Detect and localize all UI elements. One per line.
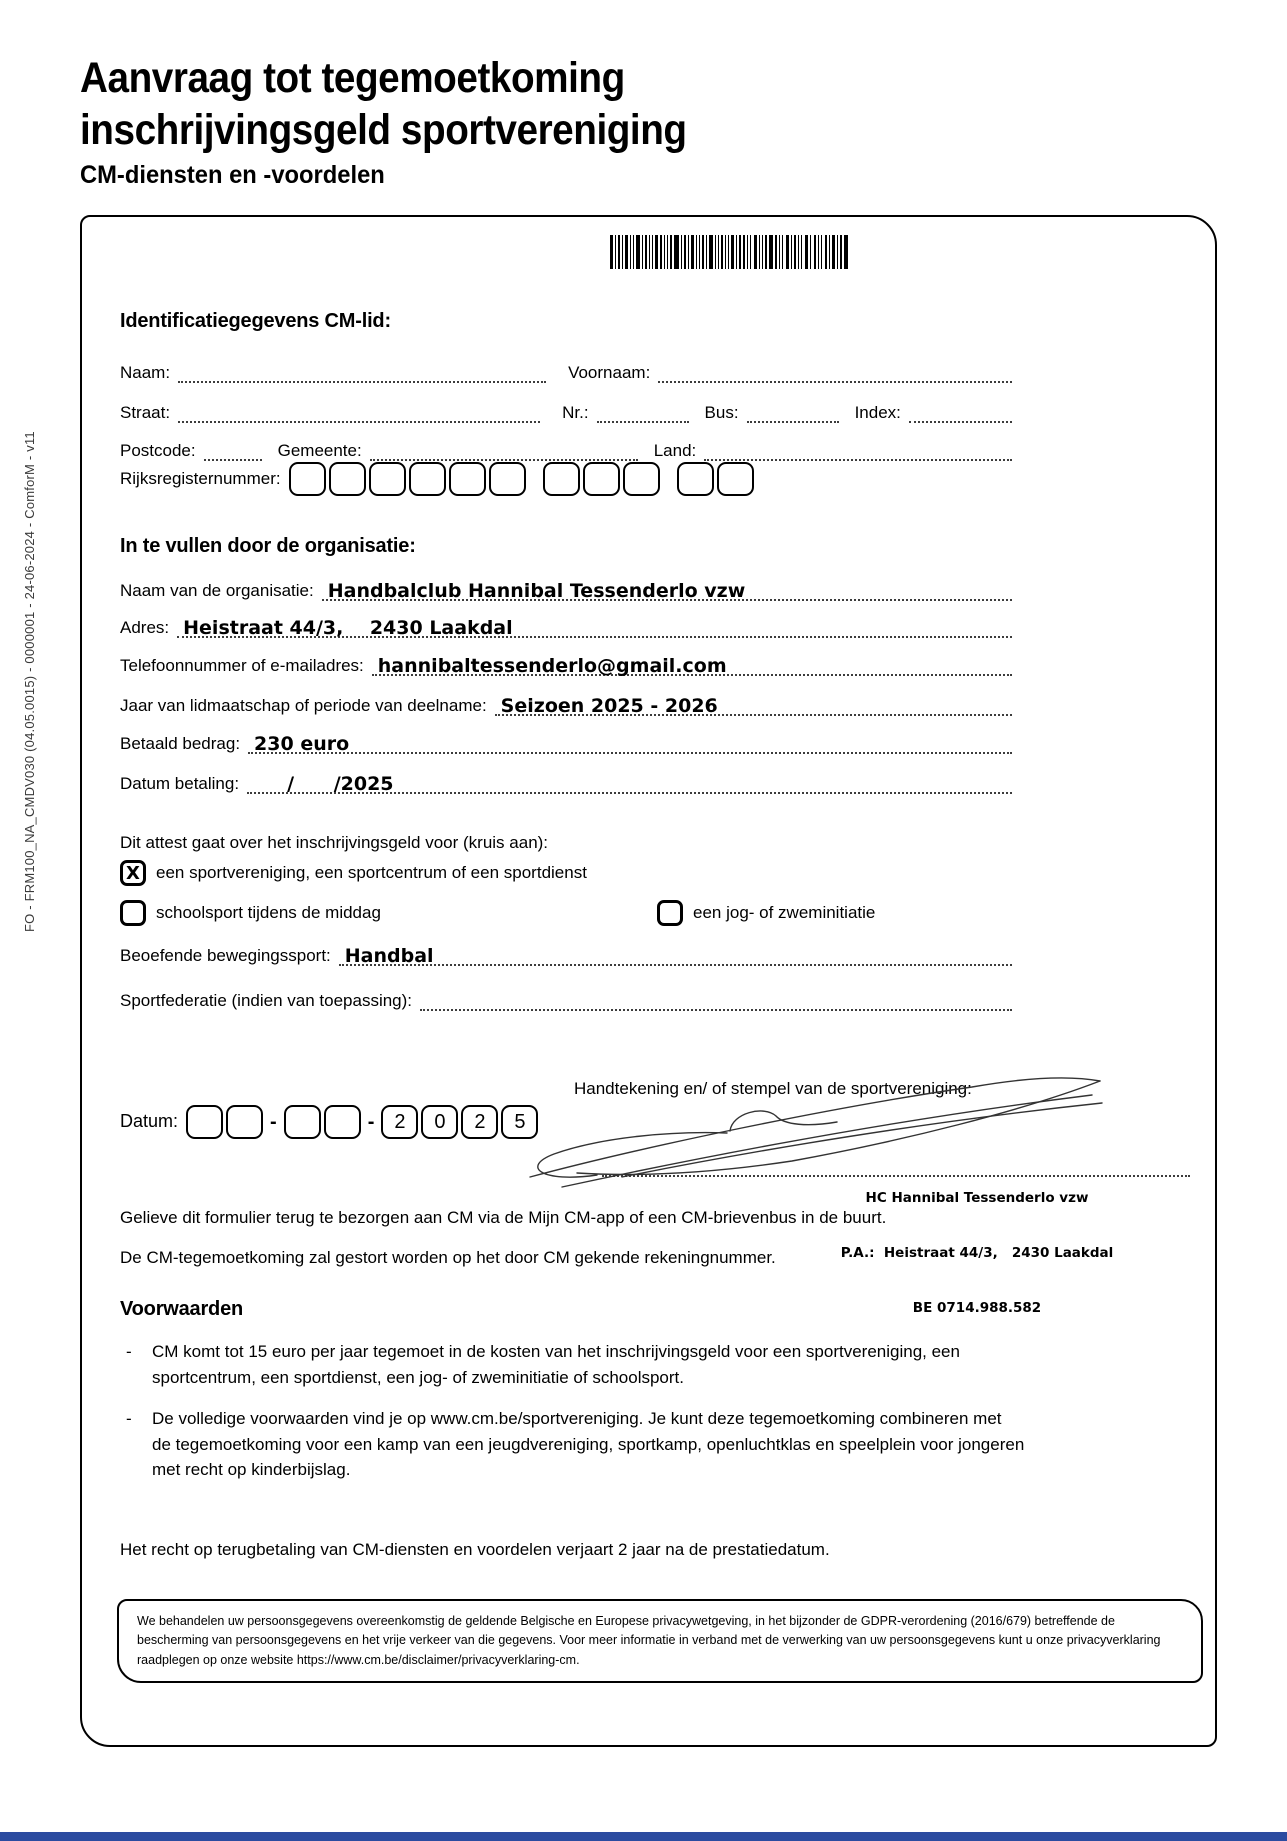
bus-field: [747, 400, 839, 423]
straat-label: Straat:: [120, 402, 171, 422]
membership-year-field: [495, 693, 1012, 716]
row-payment-date: [120, 771, 1012, 794]
row-straat: [120, 400, 1012, 423]
gemeente-field: [370, 438, 638, 461]
organisation-contact-value: hannibaltessenderlo@gmail.com: [377, 655, 727, 677]
date-month-cell: [324, 1105, 361, 1139]
date-year-cell: 2: [381, 1105, 418, 1139]
date-cells: [186, 1105, 541, 1139]
payment-note: De CM-tegemoetkoming zal gestort worden op het door CM gekende rekeningnummer.: [120, 1248, 776, 1267]
row-date: [120, 1105, 541, 1139]
attest-option-joginitiatie: [657, 900, 875, 926]
federation-field: [420, 988, 1012, 1011]
organisation-address-label: Adres:: [120, 617, 170, 637]
form-version-code: FO - FRM100_NA_CMDV030 (04.05.0015) - 0000001 - 24-06-2024 - ComforM - v11: [22, 431, 37, 932]
payment-date-field: [247, 771, 1012, 794]
date-month-cell: [284, 1105, 321, 1139]
attest-options-row2: [120, 900, 1170, 926]
amount-paid-field: [248, 731, 1012, 754]
row-organisation-name: [120, 578, 1012, 601]
organisation-address-value: Heistraat 44/3, 2430 Laakdal: [183, 617, 513, 639]
naam-label: Naam:: [120, 362, 171, 382]
page-title: [80, 52, 687, 157]
return-note: Gelieve dit formulier terug te bezorgen aan CM via de Mijn CM-app of een CM-brievenbus in de buurt.: [120, 1208, 887, 1227]
nr-label: Nr.:: [562, 402, 589, 422]
membership-year-value: Seizoen 2025 - 2026: [500, 695, 718, 717]
date-year-cell: 0: [421, 1105, 458, 1139]
condition-item: [120, 1406, 1025, 1483]
organisation-name-value: Handbalclub Hannibal Tessenderlo vzw: [327, 580, 746, 602]
condition-item: [120, 1339, 1025, 1390]
organisation-name-field: [322, 578, 1012, 601]
membership-year-label: Jaar van lidmaatschap of periode van deelname:: [120, 695, 487, 715]
conditions-heading: Voorwaarden: [120, 1298, 244, 1320]
bullet-dash-icon: [120, 1339, 152, 1390]
rrn-cell: [289, 462, 326, 496]
amount-paid-value: 230 euro: [254, 733, 350, 755]
date-day-cell: [186, 1105, 223, 1139]
voornaam-field: [658, 360, 1012, 383]
postcode-field: [204, 438, 262, 461]
date-separator: -: [270, 1111, 277, 1133]
rrn-cell: [369, 462, 406, 496]
sport-label: Beoefende bewegingssport:: [120, 945, 331, 965]
page-subtitle: CM-diensten en -voordelen: [80, 160, 385, 189]
page-bottom-bar: [0, 1832, 1287, 1841]
land-label: Land:: [653, 440, 697, 460]
attest-option-schoolsport: [120, 900, 657, 926]
rrn-cell: [583, 462, 620, 496]
rrn-cell: [489, 462, 526, 496]
row-federation: [120, 988, 1012, 1011]
form-box: [80, 215, 1217, 1747]
page-title-line2: inschrijvingsgeld sportvereniging: [80, 106, 687, 155]
attest-option-sportvereniging-label: een sportvereniging, een sportcentrum of een sportdienst: [156, 863, 587, 882]
rrn-cell: [677, 462, 714, 496]
attest-intro: Dit attest gaat over het inschrijvingsgeld voor (kruis aan):: [120, 833, 549, 852]
naam-field: [178, 360, 546, 383]
date-year-cell: 5: [501, 1105, 538, 1139]
expiry-note: Het recht op terugbetaling van CM-diensten en voordelen verjaart 2 jaar na de prestatiedatum.: [120, 1540, 830, 1559]
rrn-cell: [409, 462, 446, 496]
date-year-cell: 2: [461, 1105, 498, 1139]
organisation-contact-label: Telefoonnummer of e-mailadres:: [120, 655, 364, 675]
row-amount-paid: [120, 731, 1012, 754]
organisation-heading: In te vullen door de organisatie:: [120, 535, 416, 557]
organisation-address-field: [177, 615, 1012, 638]
organisation-name-label: Naam van de organisatie:: [120, 580, 314, 600]
organisation-contact-field: [372, 653, 1012, 676]
attest-option-sportvereniging: [120, 860, 1170, 886]
row-organisation-address: [120, 615, 1012, 638]
date-separator: -: [367, 1111, 375, 1133]
federation-label: Sportfederatie (indien van toepassing):: [120, 990, 413, 1010]
land-field: [704, 438, 1012, 461]
nr-field: [597, 400, 689, 423]
straat-field: [178, 400, 540, 423]
attest-option-joginitiatie-label: een jog- of zweminitiatie: [693, 903, 876, 922]
privacy-box: [117, 1599, 1203, 1683]
signature-heading: Handtekening en/ of stempel van de sportvereniging:: [574, 1079, 972, 1098]
sport-value: Handbal: [344, 945, 434, 967]
checkbox-empty-icon: [657, 900, 683, 926]
row-postcode: [120, 438, 1012, 461]
gemeente-label: Gemeente:: [277, 440, 362, 460]
rrn-cell: [717, 462, 754, 496]
privacy-text: We behandelen uw persoonsgegevens overeenkomstig de geldende Belgische en Europese privacywetgeving, in het bijzonder de GDPR-verordening (2016/679) betreffende de bescherming van persoonsgegevens en het vrije verkeer van die gegevens. Voor meer informatie in verband met de verwerking van uw persoonsgegevens kunt u onze privacyverklaring raadplegen op onze website https://www.cm.be/disclaimer/privacyverklaring-cm.: [137, 1614, 1161, 1667]
row-membership-year: [120, 693, 1012, 716]
payment-date-label: Datum betaling:: [120, 773, 240, 793]
rijksregisternummer-label: Rijksregisternummer:: [120, 468, 281, 488]
rrn-cell: [543, 462, 580, 496]
page-title-line1: Aanvraag tot tegemoetkoming: [80, 54, 625, 102]
date-label: Datum:: [120, 1111, 179, 1132]
rrn-cell: [329, 462, 366, 496]
bullet-dash-icon: [120, 1406, 152, 1483]
row-sport: [120, 943, 1012, 966]
row-rijksregisternummer: [120, 462, 757, 496]
condition-text: CM komt tot 15 euro per jaar tegemoet in de kosten van het inschrijvingsgeld voor een sportvereniging, een sportcentrum, een sportdienst, een jog- of zweminitiatie of schoolsport.: [152, 1342, 960, 1387]
stamp-club-name: HC Hannibal Tessenderlo vzw: [865, 1190, 1089, 1207]
checkbox-checked-icon: X: [120, 860, 146, 886]
attest-option-schoolsport-label: schoolsport tijdens de middag: [156, 903, 381, 922]
stamp-club-vat: BE 0714.988.582: [912, 1299, 1042, 1316]
sport-field: [339, 943, 1012, 966]
rrn-cell: [449, 462, 486, 496]
barcode: [610, 235, 848, 269]
bus-label: Bus:: [704, 402, 739, 422]
index-field: [909, 400, 1012, 423]
checkbox-empty-icon: [120, 900, 146, 926]
rijksregisternummer-cells: [289, 462, 757, 496]
amount-paid-label: Betaald bedrag:: [120, 733, 241, 753]
header: [80, 52, 754, 190]
identification-heading: Identificatiegegevens CM-lid:: [120, 310, 391, 332]
date-day-cell: [226, 1105, 263, 1139]
row-naam-voornaam: [120, 360, 1012, 383]
postcode-label: Postcode:: [120, 440, 196, 460]
voornaam-label: Voornaam:: [568, 362, 651, 382]
row-organisation-contact: [120, 653, 1012, 676]
payment-date-value: / /2025: [287, 773, 394, 795]
index-label: Index:: [854, 402, 901, 422]
stamp-club-address: P.A.: Heistraat 44/3, 2430 Laakdal: [840, 1245, 1114, 1262]
rrn-cell: [623, 462, 660, 496]
condition-text: De volledige voorwaarden vind je op www.cm.be/sportvereniging. Je kunt deze tegemoetkoming combineren met de tegemoetkoming voor een kamp van een jeugdvereniging, sportkamp, openluchtklas en speelplein voor jongeren met recht op kinderbijslag.: [152, 1409, 1025, 1479]
